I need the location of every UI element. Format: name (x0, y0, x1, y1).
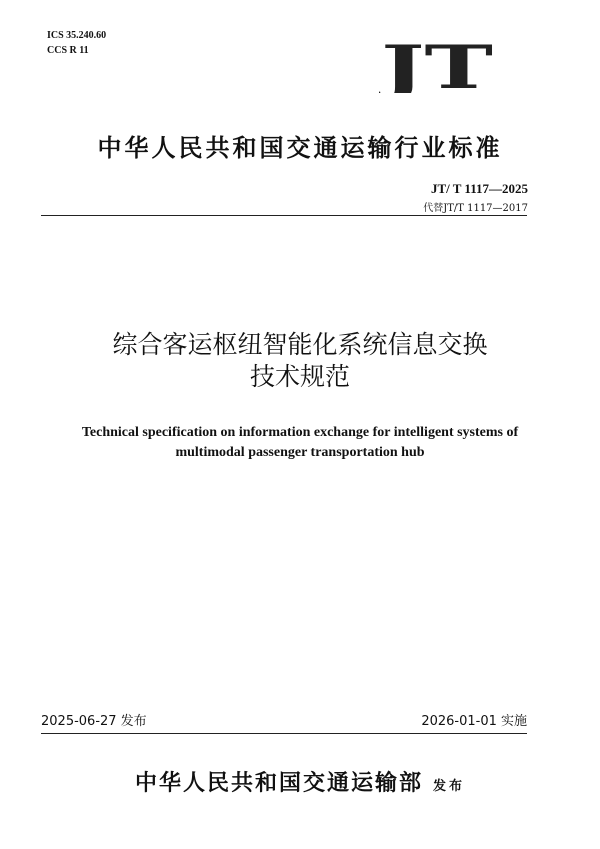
chinese-title-line-1: 综合客运枢纽智能化系统信息交换 (112, 330, 488, 359)
publisher (0, 766, 600, 797)
standard-category-title: 中华人民共和国交通运输行业标准 (97, 133, 503, 162)
ics-code: ICS 35.240.60 (47, 30, 107, 41)
implementation-date: 2026-01-01 实施 (421, 714, 527, 729)
publisher-action: 发布 (433, 779, 466, 794)
replaces-standard: 代替JT/T 1117—2017 (423, 203, 528, 214)
issue-date: 2025-06-27 发布 (41, 714, 147, 729)
footer-divider (41, 733, 527, 734)
header-divider (41, 215, 527, 216)
jt-logo-graphic (379, 38, 495, 93)
english-title-line-2: multimodal passenger transportation hub (175, 445, 425, 460)
standard-number: JT/ T 1117—2025 (430, 181, 528, 196)
jt-logo (379, 38, 495, 93)
english-title (0, 423, 600, 463)
publisher-organization: 中华人民共和国交通运输部 (134, 770, 423, 796)
chinese-title-line-2: 技术规范 (249, 362, 350, 391)
classification-codes (47, 28, 106, 58)
chinese-title (0, 329, 600, 393)
jt-logo-text: JT (379, 38, 494, 93)
ccs-code: CCS R 11 (47, 45, 89, 56)
english-title-line-1: Technical specification on information exchange for intelligent systems of (81, 425, 519, 440)
